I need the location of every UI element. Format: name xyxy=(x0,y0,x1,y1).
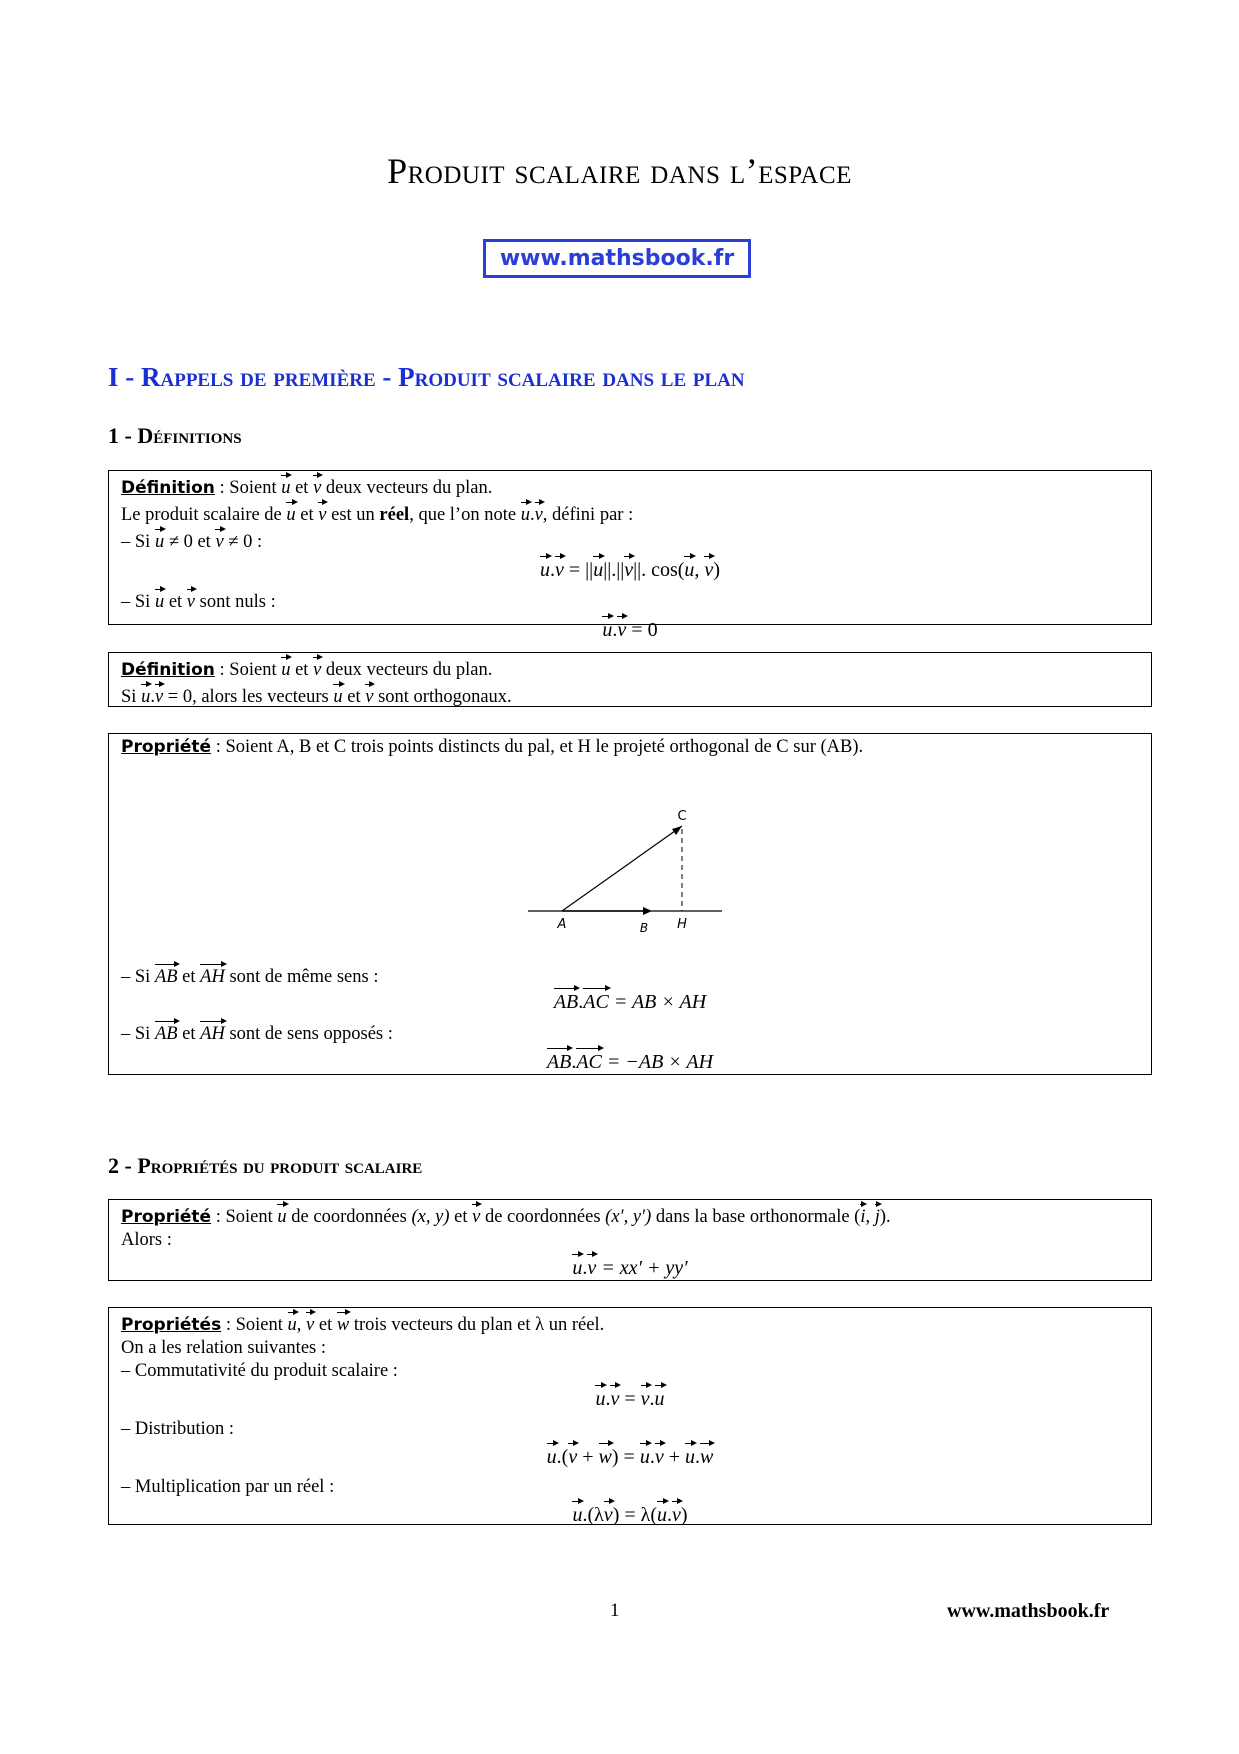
equation-dot-product: u.v = ||u||.||v||. cos(u, v) xyxy=(121,554,1139,583)
equation-null: u.v = 0 xyxy=(121,614,1139,643)
equation-same-direction: AB.AC = AB × AH xyxy=(109,986,1151,1015)
page-number: 1 xyxy=(610,1600,620,1621)
label-point-h: H xyxy=(677,917,687,932)
segment-ac xyxy=(562,826,682,911)
definition-label: Définition xyxy=(121,660,215,680)
definition-label: Définition xyxy=(121,478,215,498)
footer-site-link[interactable]: www.mathsbook.fr xyxy=(947,1600,1110,1622)
page-title: Produit scalaire dans l’espace xyxy=(387,151,852,191)
subsection-definitions: 1 - Définitions xyxy=(108,423,242,448)
label-point-c: C xyxy=(677,809,687,824)
equation-opposite-direction: AB.AC = −AB × AH xyxy=(109,1046,1151,1075)
property-label: Propriété xyxy=(121,737,212,757)
property-label: Propriété xyxy=(121,1207,212,1227)
subsection-properties: 2 - Propriétés du produit scalaire xyxy=(108,1153,423,1178)
equation-scalar-multiplication: u.(λv) = λ(u.v) xyxy=(121,1499,1139,1528)
section-title: I - Rappels de première - Produit scalaire dans le plan xyxy=(108,362,745,392)
label-point-a: A xyxy=(557,917,567,932)
property-box-relations: Propriétés : Soient u, v et w trois vecteurs du plan et λ un réel. On a les relation suivantes : – Commutativité du produit scalaire : u.v = v.u – Distribution : u.(v + w) = u.v + u.w – Multiplication par un réel : u.(λv) = λ(u.v) xyxy=(108,1307,1152,1525)
label-point-b: B xyxy=(639,921,649,935)
property-box-coordinates: Propriété : Soient u de coordonnées (x, y) et v de coordonnées (x′, y′) dans la base orthonormale (i, j). Alors : u.v = xx′ + yy′ xyxy=(108,1199,1152,1281)
properties-label: Propriétés xyxy=(121,1315,222,1335)
equation-commutativity: u.v = v.u xyxy=(121,1383,1139,1412)
equation-coordinates: u.v = xx′ + yy′ xyxy=(121,1252,1139,1281)
property-box-projection: Propriété : Soient A, B et C trois points distincts du pal, et H le projeté orthogonal de C sur (AB). – Si AB et AH sont de même sens : AB.AC = AB × AH – Si AB et AH sont de sens opposés : AB.AC = −AB × AH xyxy=(108,733,1152,1075)
arrow-head-c xyxy=(672,826,682,835)
arrow-head-b xyxy=(643,907,652,915)
projection-diagram xyxy=(522,805,728,935)
site-badge[interactable]: www.mathsbook.fr xyxy=(483,239,751,278)
equation-distribution: u.(v + w) = u.v + u.w xyxy=(121,1441,1139,1470)
definition-box-2: Définition : Soient u et v deux vecteurs du plan. Si u.v = 0, alors les vecteurs u et v sont orthogonaux. xyxy=(108,652,1152,707)
definition-box-1: Définition : Soient u et v deux vecteurs du plan. Le produit scalaire de u et v est un réel, que l’on note u.v, défini par : – Si u ≠ 0 et v ≠ 0 : u.v = ||u||.||v||. cos(u, v) – Si u et v sont nuls : u.v = 0 xyxy=(108,470,1152,625)
